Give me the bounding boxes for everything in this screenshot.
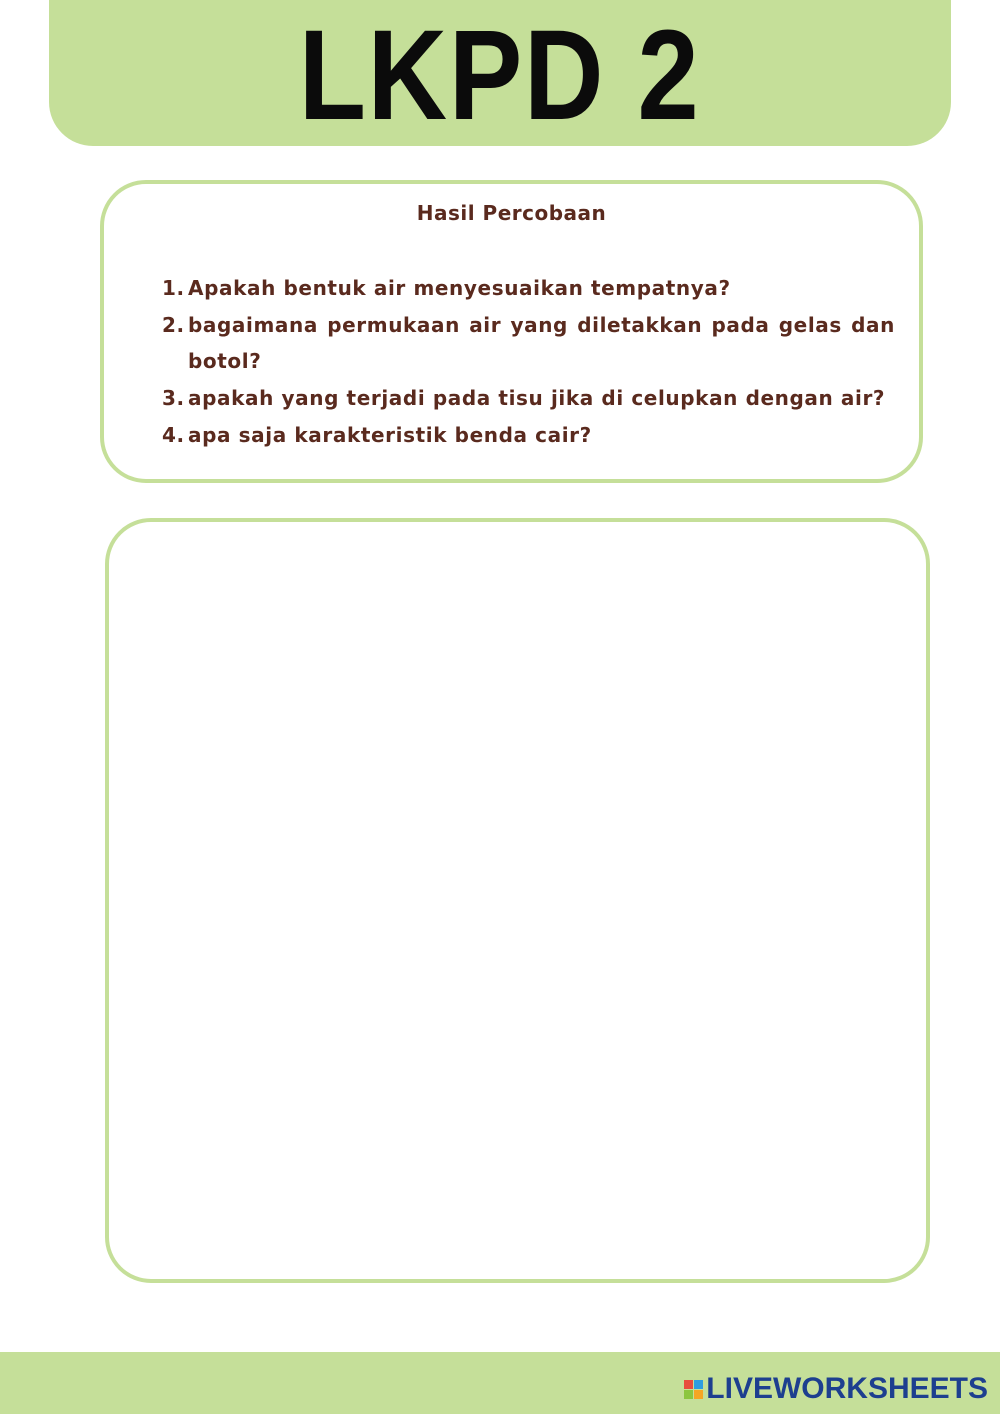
page-title: LKPD 2: [299, 4, 701, 147]
question-text: apakah yang terjadi pada tisu jika di celupkan dengan air?: [188, 386, 886, 410]
question-item: [162, 270, 895, 306]
header-banner: [49, 0, 951, 146]
question-item: [162, 417, 895, 453]
logo-square-orange: [694, 1390, 703, 1399]
logo-square-red: [684, 1380, 693, 1389]
answer-box[interactable]: [105, 518, 930, 1283]
question-text: Apakah bentuk air menyesuaikan tempatnya?: [188, 276, 731, 300]
logo-square-blue: [694, 1380, 703, 1389]
brand-link[interactable]: [684, 1374, 988, 1404]
question-item: [162, 380, 895, 416]
brand-name: LIVEWORKSHEETS: [706, 1372, 988, 1405]
question-number: 2.: [162, 313, 185, 337]
question-text: apa saja karakteristik benda cair?: [188, 423, 592, 447]
logo-square-green: [684, 1390, 693, 1399]
question-number: 1.: [162, 276, 185, 300]
question-card: [100, 180, 923, 483]
card-heading: Hasil Percobaan: [416, 201, 607, 225]
question-text: bagaimana permukaan air yang diletakkan pada gelas dan botol?: [188, 313, 895, 373]
liveworksheets-logo-icon: [684, 1380, 703, 1399]
question-list: [162, 270, 895, 454]
question-number: 4.: [162, 423, 185, 447]
question-item: [162, 307, 895, 379]
question-number: 3.: [162, 386, 185, 410]
